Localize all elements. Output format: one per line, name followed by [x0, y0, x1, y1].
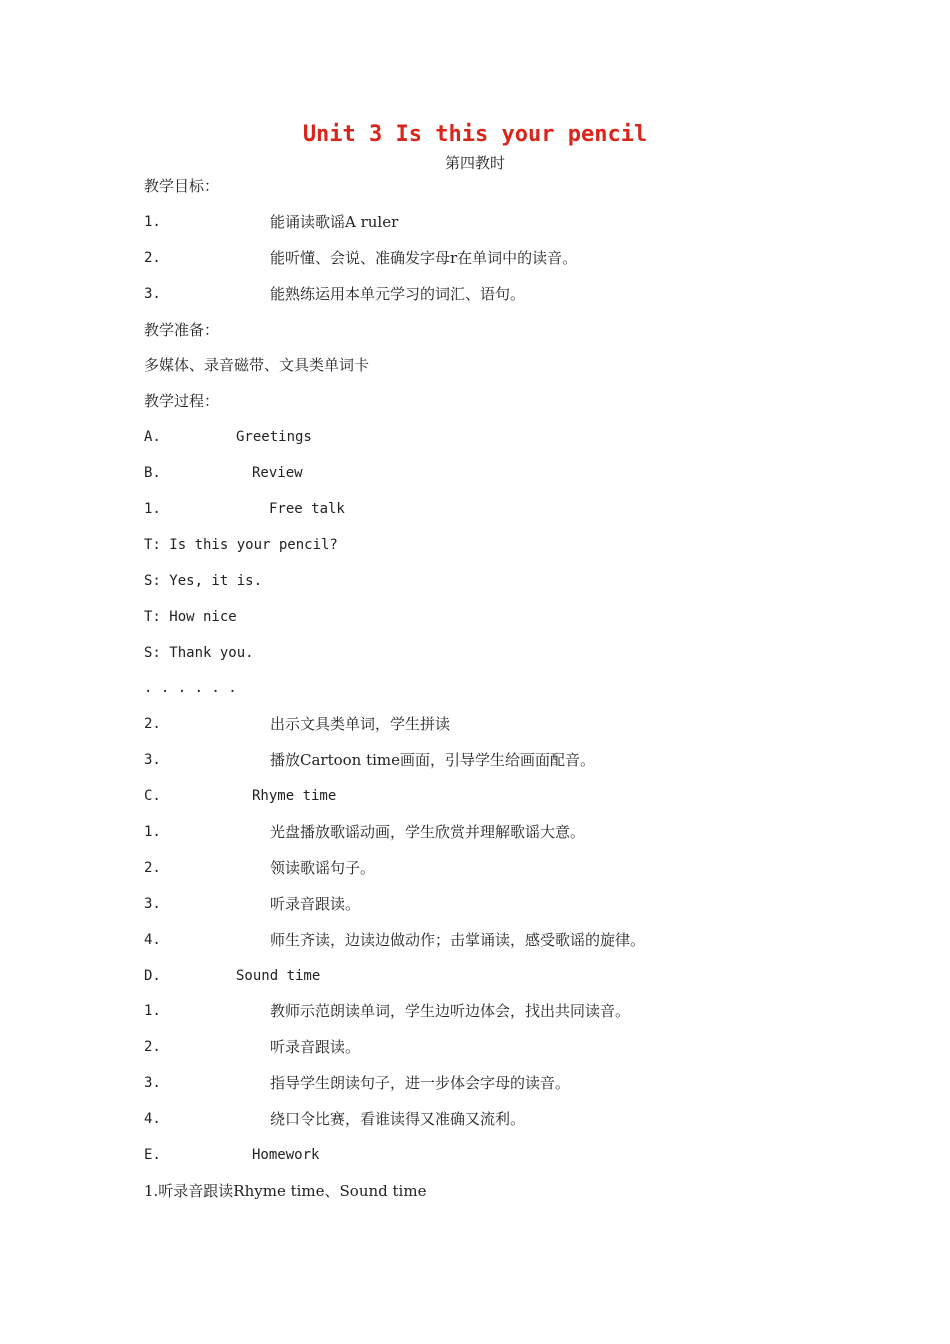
item-text: 能听懂、会说、准确发字母r在单词中的读音。: [270, 248, 578, 267]
item-number: 1.: [144, 824, 161, 841]
item-number: 3.: [144, 895, 161, 912]
objectives-heading: 教学目标：: [144, 177, 220, 195]
objective-item: [144, 212, 864, 248]
document-title: Unit 3 Is this your pencil: [302, 122, 648, 147]
step-e: [144, 1145, 864, 1181]
item-number: 1.: [144, 1003, 161, 1020]
item-number: 2.: [144, 716, 161, 733]
step-letter: D.: [144, 967, 161, 984]
step-c-item: [144, 858, 864, 894]
step-title: Sound time: [236, 967, 321, 984]
objective-item: [144, 284, 864, 320]
homework-item: 1.听录音跟读Rhyme time、Sound time: [144, 1181, 427, 1200]
step-d-item: [144, 1037, 864, 1073]
step-title: Rhyme time: [252, 788, 337, 805]
step-c-item: [144, 894, 864, 930]
step-c: [144, 786, 864, 822]
prep-text: 多媒体、录音磁带、文具类单词卡: [144, 356, 370, 375]
item-text: 能诵读歌谣A ruler: [270, 212, 399, 231]
step-c-item: [144, 930, 864, 966]
step-b-item: [144, 714, 864, 750]
item-number: 3.: [144, 1075, 161, 1092]
document-subtitle: 第四教时: [444, 154, 505, 172]
item-text: 教师示范朗读单词，学生边听边体会，找出共同读音。: [270, 1002, 631, 1021]
item-text: Free talk: [269, 501, 345, 518]
process-heading: 教学过程：: [144, 392, 220, 411]
item-number: 3.: [144, 285, 161, 302]
step-letter: A.: [144, 429, 161, 446]
dialogue-line: T: How nice: [144, 608, 237, 625]
dialogue-line: T: Is this your pencil?: [144, 536, 338, 553]
step-title: Greetings: [236, 429, 312, 446]
step-b: [144, 463, 864, 499]
item-number: 3.: [144, 752, 161, 769]
objective-item: [144, 248, 864, 284]
item-text: 指导学生朗读句子，进一步体会字母的读音。: [270, 1074, 571, 1093]
step-d-item: [144, 1001, 864, 1037]
item-text: 听录音跟读。: [270, 1038, 361, 1057]
document-body: [144, 176, 864, 1217]
item-number: 1.: [144, 501, 161, 518]
item-number: 4.: [144, 931, 161, 948]
prep-heading: 教学准备：: [144, 320, 220, 339]
item-text: 出示文具类单词，学生拼读: [270, 715, 451, 734]
item-text: 听录音跟读。: [270, 894, 361, 913]
step-letter: E.: [144, 1147, 161, 1164]
step-b-item: [144, 499, 864, 535]
dialogue-line: S: Thank you.: [144, 644, 254, 661]
step-d-item: [144, 1109, 864, 1145]
dialogue-ellipsis: . . . . . .: [144, 680, 237, 697]
item-text: 光盘播放歌谣动画，学生欣赏并理解歌谣大意。: [270, 823, 586, 842]
dialogue-line: S: Yes, it is.: [144, 572, 263, 589]
item-number: 2.: [144, 249, 161, 266]
item-text: 能熟练运用本单元学习的词汇、语句。: [270, 284, 526, 303]
item-text: 师生齐读，边读边做动作；击掌诵读，感受歌谣的旋律。: [270, 930, 646, 949]
item-text: 绕口令比赛，看谁读得又准确又流利。: [270, 1110, 526, 1129]
item-number: 1.: [144, 213, 161, 230]
step-d: [144, 966, 864, 1002]
item-text: 播放Cartoon time画面，引导学生给画面配音。: [270, 751, 596, 770]
step-c-item: [144, 822, 864, 858]
step-letter: C.: [144, 788, 161, 805]
step-b-item: [144, 750, 864, 786]
item-number: 4.: [144, 1111, 161, 1128]
item-number: 2.: [144, 859, 161, 876]
step-d-item: [144, 1073, 864, 1109]
step-title: Review: [252, 465, 303, 482]
step-a: [144, 427, 864, 463]
step-title: Homework: [252, 1147, 320, 1164]
item-text: 领读歌谣句子。: [270, 858, 376, 877]
step-letter: B.: [144, 465, 161, 482]
item-number: 2.: [144, 1039, 161, 1056]
